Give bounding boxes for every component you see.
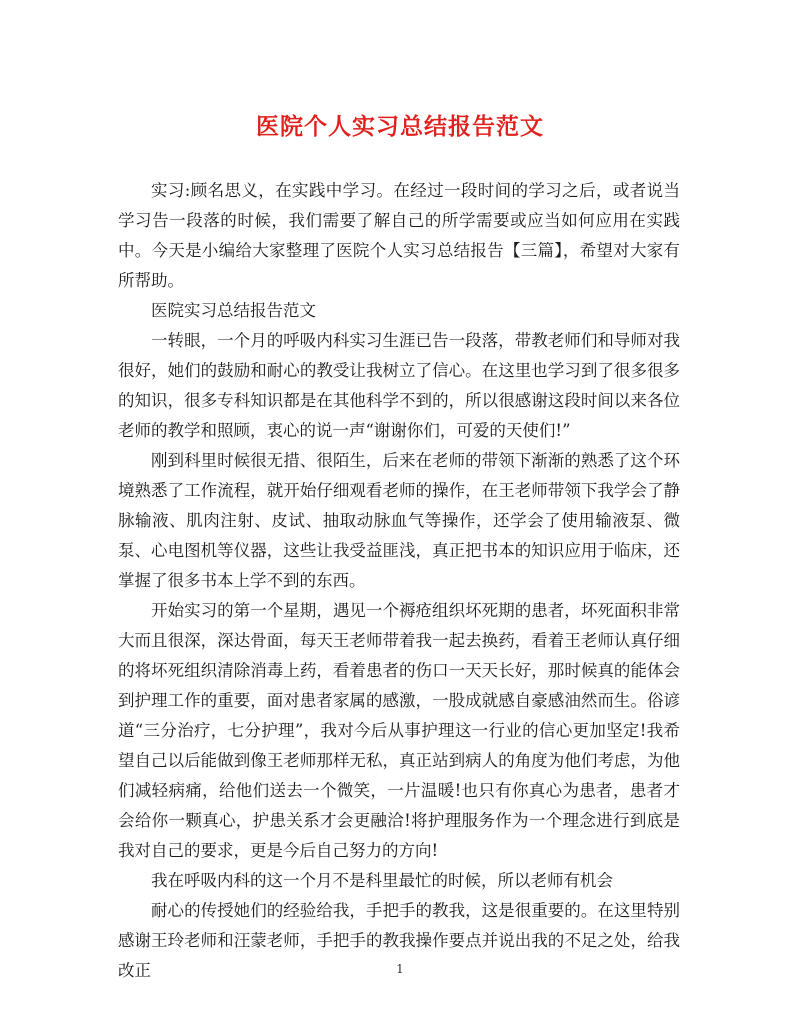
paragraph: 刚到科里时候很无措、很陌生，后来在老师的带领下渐渐的熟悉了这个环境熟悉了工作流程，就开始仔细观看老师的操作，在王老师带领下我学会了静脉输液、肌肉注射、皮试、抽取动脉血气等操作，还学会了使用输液泵、微泵、心电图机等仪器，这些让我受益匪浅，真正把书本的知识应用于临床，还掌握了很多书本上学不到的东西。	[118, 451, 680, 590]
paragraph-subtitle: 医院实习总结报告范文	[151, 301, 316, 320]
paragraph: 我在呼吸内科的这一个月不是科里最忙的时候，所以老师有机会	[151, 871, 613, 890]
paragraph: 耐心的传授她们的经验给我，手把手的教我，这是很重要的。在这里特别感谢王玲老师和汪蒙老师，手把手的教我操作要点并说出我的不足之处，给我改正	[118, 901, 680, 980]
page-number: 1	[396, 962, 404, 976]
paragraph: 开始实习的第一个星期，遇见一个褥疮组织坏死期的患者，坏死面积非常大而且很深，深达骨面，每天王老师带着我一起去换药，看着王老师认真仔细的将坏死组织清除消毒上药，看着患者的伤口一天天长好，那时候真的能体会到护理工作的重要，面对患者家属的感激，一股成就感自豪感油然而生。俗谚道“三分治疗，七分护理”，我对今后从事护理这一行业的信心更加坚定!我希望自己以后能做到像王老师那样无私，真正站到病人的角度为他们考虑，为他们减轻病痛，给他们送去一个微笑，一片温暖!也只有你真心为患者，患者才会给你一颗真心，护患关系才会更融洽!将护理服务作为一个理念进行到底是我对自己的要求，更是今后自己努力的方向!	[118, 601, 680, 860]
document-body	[118, 176, 680, 986]
document-title: 医院个人实习总结报告范文	[256, 113, 544, 140]
paragraph-intro: 实习:顾名思义，在实践中学习。在经过一段时间的学习之后，或者说当学习告一段落的时候，我们需要了解自己的所学需要或应当如何应用在实践中。今天是小编给大家整理了医院个人实习总结报告【三篇】，希望对大家有所帮助。	[118, 181, 680, 290]
paragraph: 一转眼，一个月的呼吸内科实习生涯已告一段落，带教老师们和导师对我很好，她们的鼓励和耐心的教受让我树立了信心。在这里也学习到了很多很多的知识，很多专科知识都是在其他科学不到的，所以很感谢这段时间以来各位老师的教学和照顾，衷心的说一声“谢谢你们，可爱的天使们!”	[118, 331, 680, 440]
